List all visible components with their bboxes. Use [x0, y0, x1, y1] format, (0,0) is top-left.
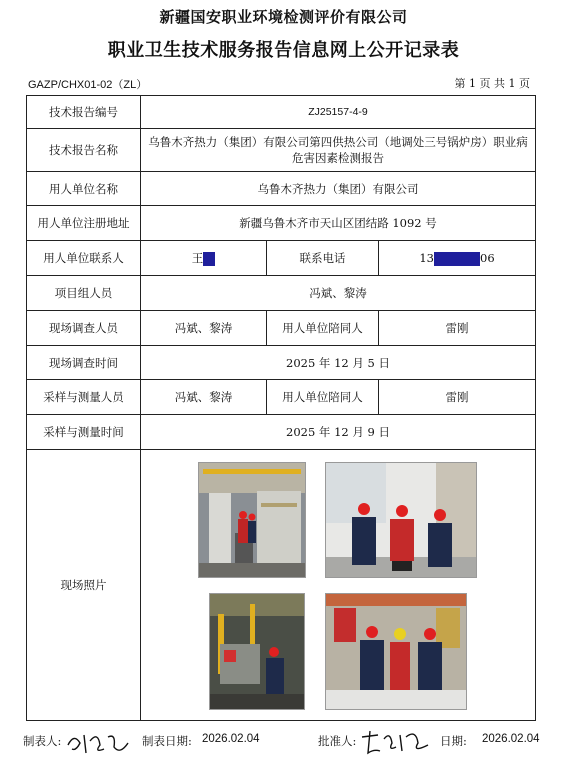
row-address	[27, 206, 536, 241]
row-photos	[27, 450, 536, 721]
label-phone: 联系电话	[267, 241, 379, 276]
site-photo-boiler-room	[198, 462, 306, 578]
approved-by-label: 批准人:	[318, 734, 357, 748]
label-employer: 用人单位名称	[27, 172, 141, 206]
form-code: GAZP/CHX01-02（ZL）	[28, 79, 148, 91]
row-report-no	[27, 96, 536, 129]
signature-footer	[0, 727, 567, 757]
prepared-date: 2026.02.04	[202, 733, 260, 745]
form-title: 职业卫生技术服务报告信息网上公开记录表	[107, 40, 460, 61]
redaction-mark	[434, 252, 480, 266]
value-sampling-people: 冯斌、黎涛	[141, 380, 267, 415]
value-address: 新疆乌鲁木齐市天山区团结路 1092 号	[141, 206, 536, 241]
company-name: 新疆国安职业环境检测评价有限公司	[159, 8, 408, 26]
label-team: 项目组人员	[27, 276, 141, 311]
row-team	[27, 276, 536, 311]
row-contact	[27, 241, 536, 276]
label-survey-people: 现场调查人员	[27, 311, 141, 346]
value-team: 冯斌、黎涛	[141, 276, 536, 311]
value-survey-accompany: 雷刚	[379, 311, 536, 346]
redaction-mark	[203, 252, 215, 266]
row-survey-time	[27, 346, 536, 380]
row-sampling-time	[27, 415, 536, 450]
value-survey-people: 冯斌、黎涛	[141, 311, 267, 346]
phone-prefix: 13	[419, 250, 434, 265]
phone-suffix: 06	[480, 250, 495, 265]
value-sampling-accompany: 雷刚	[379, 380, 536, 415]
value-report-name: 乌鲁木齐热力（集团）有限公司第四供热公司（地调处三号锅炉房）职业病危害因素检测报告	[141, 129, 536, 172]
value-survey-time: 2025 年 12 月 5 日	[141, 346, 536, 380]
approved-by-signature	[358, 727, 432, 757]
row-sampling-people	[27, 380, 536, 415]
photos-cell	[141, 450, 536, 721]
site-photo-machinery	[209, 593, 305, 710]
record-table	[26, 95, 536, 721]
label-address: 用人单位注册地址	[27, 206, 141, 241]
label-photos: 现场照片	[27, 450, 141, 721]
site-photo-team-outdoor	[325, 593, 467, 710]
value-employer: 乌鲁木齐热力（集团）有限公司	[141, 172, 536, 206]
prepared-date-label: 制表日期:	[142, 734, 192, 748]
approved-date: 2026.02.04	[482, 733, 540, 745]
value-report-no: ZJ25157-4-9	[141, 96, 536, 129]
page-info: 第 1 页 共 1 页	[454, 77, 530, 90]
prepared-by-label: 制表人:	[23, 734, 62, 748]
label-survey-time: 现场调查时间	[27, 346, 141, 380]
label-sampling-time: 采样与测量时间	[27, 415, 141, 450]
label-report-name: 技术报告名称	[27, 129, 141, 172]
row-report-name	[27, 129, 536, 172]
value-sampling-time: 2025 年 12 月 9 日	[141, 415, 536, 450]
label-sampling-people: 采样与测量人员	[27, 380, 141, 415]
prepared-by-signature	[64, 727, 134, 757]
label-survey-accompany: 用人单位陪同人	[267, 311, 379, 346]
value-contact	[141, 241, 267, 276]
row-employer	[27, 172, 536, 206]
value-phone	[379, 241, 536, 276]
label-report-no: 技术报告编号	[27, 96, 141, 129]
site-photo-team-indoor	[325, 462, 477, 578]
approved-date-label: 日期:	[440, 734, 467, 748]
label-contact: 用人单位联系人	[27, 241, 141, 276]
row-survey-people	[27, 311, 536, 346]
contact-name: 王	[191, 251, 204, 265]
label-sampling-accompany: 用人单位陪同人	[267, 380, 379, 415]
